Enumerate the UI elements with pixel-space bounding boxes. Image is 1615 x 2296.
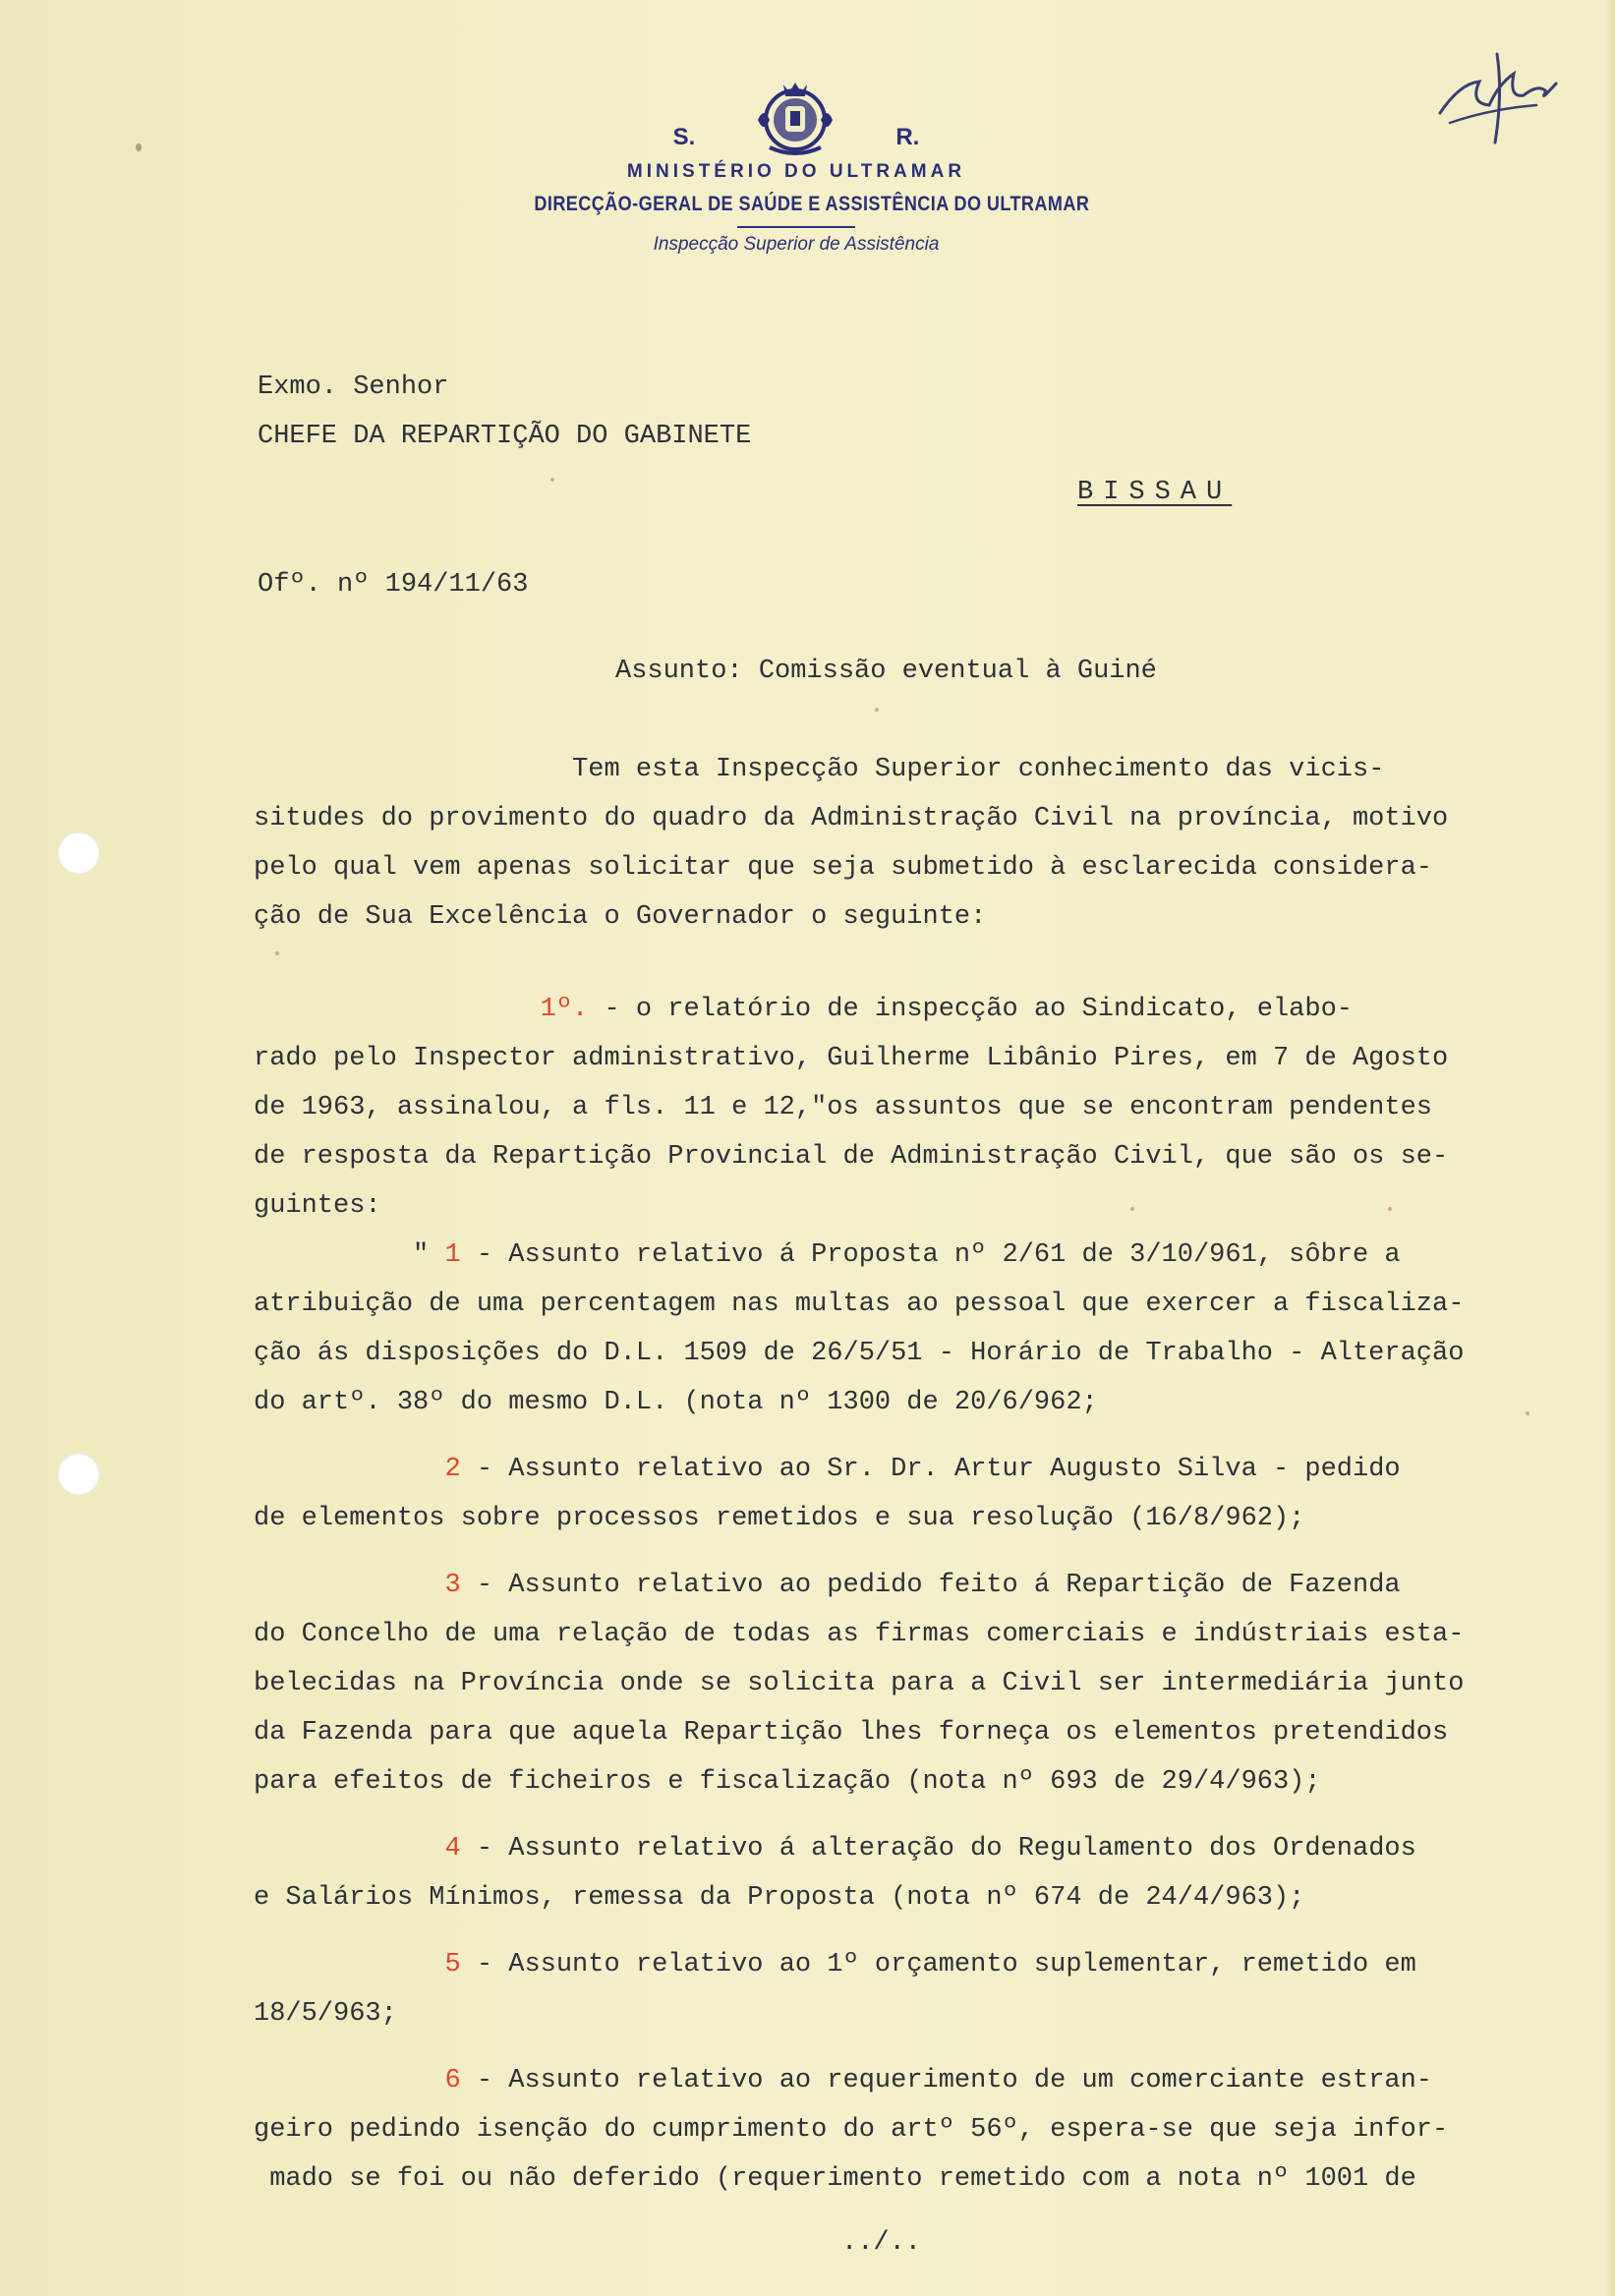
point-1-number: 1º. (540, 995, 589, 1024)
item-6-line: 6 - Assunto relativo ao requerimento de um comerciante estran- (444, 2066, 1433, 2095)
reference-number: Ofº. nº 194/11/63 (258, 570, 529, 600)
item-2-number: 2 (444, 1455, 461, 1484)
handwritten-signature (1420, 44, 1568, 152)
point-1-line: de resposta da Repartição Provincial de Administração Civil, que são os se- (254, 1142, 1449, 1172)
punch-hole-bottom (57, 1453, 100, 1496)
paper-mark (550, 478, 554, 482)
point-1-line: guintes: (254, 1191, 381, 1221)
item-3-line: para efeitos de ficheiros e fiscalização (nota nº 693 de 29/4/963); (254, 1767, 1321, 1797)
point-1-line: rado pelo Inspector administrativo, Guilherme Libânio Pires, em 7 de Agosto (254, 1044, 1449, 1073)
letterhead-ministry: MINISTÉRIO DO ULTRAMAR (626, 161, 966, 182)
item-3-line: do Concelho de uma relação de todas as firmas comerciais e indústriais esta- (254, 1620, 1465, 1649)
item-3-line: 3 - Assunto relativo ao pedido feito á Repartição de Fazenda (444, 1571, 1401, 1600)
intro-line: situdes do provimento do quadro da Administração Civil na província, motivo (254, 804, 1449, 833)
item-6-line: mado se foi ou não deferido (requerimento remetido com a nota nº 1001 de (269, 2164, 1416, 2194)
letterhead-department: Inspecção Superior de Assistência (653, 234, 940, 255)
letterhead-right-letter: R. (895, 124, 920, 150)
addressee-title: CHEFE DA REPARTIÇÃO DO GABINETE (258, 422, 752, 451)
addressee-salutation: Exmo. Senhor (258, 373, 449, 402)
item-5-line: 5 - Assunto relativo ao 1º orçamento suplementar, remetido em (444, 1950, 1416, 1980)
paper-mark (875, 708, 879, 712)
item-3-line: belecidas na Província onde se solicita para a Civil ser intermediária junto (254, 1669, 1465, 1698)
item-4-line: 4 - Assunto relativo á alteração do Regulamento dos Ordenados (444, 1834, 1416, 1864)
item-5-line: 18/5/963; (254, 1999, 397, 2029)
coat-of-arms-icon (750, 77, 840, 157)
addressee-city: BISSAU (1077, 478, 1233, 507)
spacer (254, 1807, 1561, 1824)
letter-body (254, 745, 1561, 2204)
item-2-line: 2 - Assunto relativo ao Sr. Dr. Artur Augusto Silva - pedido (444, 1455, 1401, 1484)
letterhead (491, 77, 1101, 256)
item-3-line: da Fazenda para que aquela Repartição lhes forneça os elementos pretendidos (254, 1718, 1449, 1748)
item-1-number: 1 (444, 1240, 461, 1270)
item-5-number: 5 (444, 1950, 461, 1980)
page-edge-shadow (1605, 0, 1615, 2296)
spacer (254, 1427, 1561, 1445)
letterhead-rule (737, 226, 855, 228)
spacer (254, 2038, 1561, 2056)
paper-mark (136, 144, 142, 151)
continuation-mark: ../.. (841, 2228, 922, 2258)
item-4-line: e Salários Mínimos, remessa da Proposta (nota nº 674 de 24/4/963); (254, 1883, 1305, 1913)
subject-line: Assunto: Comissão eventual à Guiné (615, 657, 1157, 686)
spacer (254, 1543, 1561, 1561)
item-2-line: de elementos sobre processos remetidos e sua resolução (16/8/962); (254, 1504, 1305, 1533)
letterhead-emblem-row (491, 77, 1101, 157)
item-1-line: " 1 - Assunto relativo á Proposta nº 2/61 de 3/10/961, sôbre a (413, 1240, 1401, 1270)
point-1-line: de 1963, assinalou, a fls. 11 e 12,"os assuntos que se encontram pendentes (254, 1093, 1432, 1122)
spacer (254, 942, 1561, 985)
point-1-line: 1º. - o relatório de inspecção ao Sindicato, elabo- (540, 995, 1353, 1024)
spacer (254, 1923, 1561, 1940)
letterhead-directorate: DIRECÇÃO-GERAL DE SAÚDE E ASSISTÊNCIA DO ULTRAMAR (534, 193, 1090, 215)
letterhead-left-letter: S. (672, 124, 696, 150)
intro-line: Tem esta Inspecção Superior conhecimento das vicis- (572, 755, 1385, 784)
item-1-line: ção ás disposições do D.L. 1509 de 26/5/51 - Horário de Trabalho - Alteração (254, 1339, 1465, 1368)
item-4-number: 4 (444, 1834, 461, 1864)
item-1-line: do artº. 38º do mesmo D.L. (nota nº 1300 de 20/6/962; (254, 1388, 1098, 1417)
intro-line: ção de Sua Excelência o Governador o seguinte: (254, 902, 987, 932)
item-1-line: atribuição de uma percentagem nas multas ao pessoal que exercer a fiscaliza- (254, 1290, 1465, 1319)
item-6-number: 6 (444, 2066, 461, 2095)
item-6-line: geiro pedindo isenção do cumprimento do artº 56º, espera-se que seja infor- (254, 2115, 1449, 2145)
punch-hole-top (57, 832, 100, 875)
intro-line: pelo qual vem apenas solicitar que seja submetido à esclarecida considera- (254, 853, 1432, 883)
item-3-number: 3 (444, 1571, 461, 1600)
